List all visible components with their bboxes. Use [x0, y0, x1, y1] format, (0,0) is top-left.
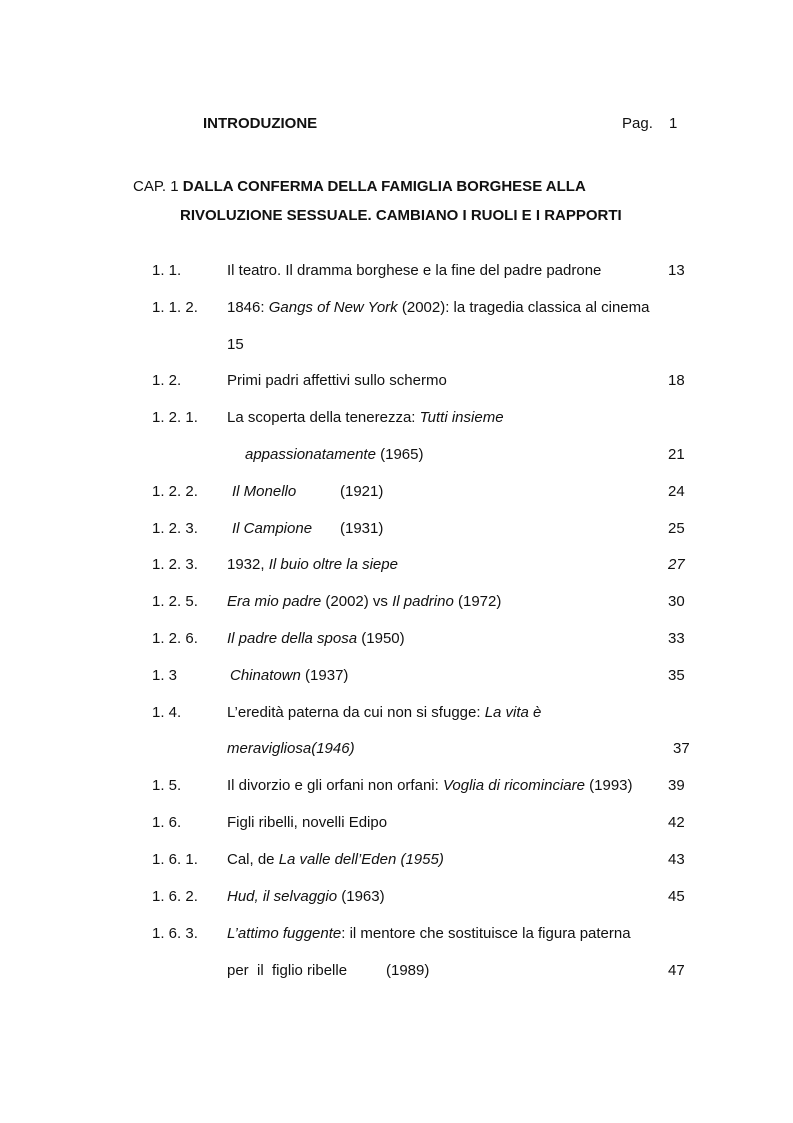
entry-page: 18 [668, 372, 685, 389]
entry-page: 33 [668, 630, 685, 647]
entry-film-title: Era mio padre [227, 593, 322, 610]
entry-film-title: Il padrino [392, 593, 454, 610]
entry-film-title: Hud, il selvaggio [227, 888, 338, 905]
entry-title [227, 299, 649, 317]
entry-number: 1. 6. 3. [152, 925, 198, 942]
entry-number: 1. 1. [152, 262, 182, 279]
entry-page: 42 [668, 814, 685, 831]
entry-film-title: Il padre della sposa [227, 630, 358, 647]
entry-film-title: Tutti insieme [419, 409, 504, 426]
entry-film-title: La vita è [484, 704, 542, 721]
entry-number: 1. 4. [152, 704, 182, 721]
entry-title-part: La scoperta della tenerezza: [227, 409, 420, 426]
chapter-label: CAP. 1 [133, 178, 179, 195]
intro-page-number: 1 [669, 115, 678, 132]
entry-title-part: (2002) vs [321, 593, 393, 610]
entry-number: 1. 3 [152, 667, 178, 684]
entry-film-title: Voglia di ricominciare [442, 777, 585, 794]
entry-page: 43 [668, 851, 685, 868]
entry-number: 1. 2. 3. [152, 520, 198, 537]
entry-title [230, 667, 348, 685]
entry-title-part: Il divorzio e gli orfani non orfani: [227, 777, 443, 794]
entry-number: 1. 2. 3. [152, 556, 198, 573]
entry-title-part: Cal, de [227, 851, 279, 868]
entry-title [227, 630, 405, 648]
entry-year: (1965) [375, 446, 424, 463]
entry-year: (1937) [300, 667, 349, 684]
entry-title-part: 1932, [227, 556, 269, 573]
entry-number: 1. 2. 2. [152, 483, 198, 500]
entry-title [227, 556, 398, 574]
entry-title-continued [245, 446, 423, 464]
entry-film-title: Il buio oltre la siepe [268, 556, 398, 573]
entry-year: (1993) [584, 777, 633, 794]
entry-page: 35 [668, 667, 685, 684]
entry-page: 47 [668, 962, 685, 979]
entry-number: 1. 1. 2. [152, 299, 198, 316]
entry-page: 13 [668, 262, 685, 279]
entry-title [227, 925, 631, 943]
entry-page: 30 [668, 593, 685, 610]
entry-page: 15 [227, 336, 244, 353]
intro-pag-label: Pag. [622, 115, 653, 132]
entry-number: 1. 6. 2. [152, 888, 198, 905]
entry-film-title: La valle dell’Eden (1955) [278, 851, 444, 868]
entry-year: (1921) [340, 483, 384, 500]
entry-title: Figli ribelli, novelli Edipo [227, 814, 388, 831]
entry-title [227, 409, 504, 427]
entry-number: 1. 2. [152, 372, 182, 389]
entry-number: 1. 2. 1. [152, 409, 198, 426]
entry-number: 1. 2. 5. [152, 593, 198, 610]
entry-number: 1. 6. [152, 814, 182, 831]
entry-film-title: Chinatown [230, 667, 301, 684]
chapter-heading [133, 178, 586, 196]
chapter-title-line-1: DALLA CONFERMA DELLA FAMIGLIA BORGHESE ALLA [182, 178, 586, 195]
entry-year: (1972) [453, 593, 502, 610]
entry-title-part: 1846: [227, 299, 269, 316]
entry-title [227, 851, 444, 869]
entry-film-title: Il Campione [232, 520, 313, 537]
entry-number: 1. 5. [152, 777, 182, 794]
entry-title [227, 593, 501, 611]
entry-title: Il teatro. Il dramma borghese e la fine del padre padrone [227, 262, 602, 279]
entry-film-title: Gangs of New York [268, 299, 398, 316]
entry-film-title: appassionatamente [245, 446, 376, 463]
entry-number: 1. 6. 1. [152, 851, 198, 868]
entry-page: 45 [668, 888, 685, 905]
entry-title-part: (2002): la tragedia classica al cinema [397, 299, 650, 316]
entry-number: 1. 2. 6. [152, 630, 198, 647]
entry-year: (1950) [357, 630, 405, 647]
entry-title-part: : il mentore che sostituisce la figura paterna [341, 925, 631, 942]
entry-title-continued: meravigliosa(1946) [227, 740, 355, 757]
entry-film-title: Il Monello [232, 483, 297, 500]
entry-page: 25 [668, 520, 685, 537]
entry-year: (1963) [337, 888, 385, 905]
entry-title [227, 777, 633, 795]
entry-title [227, 704, 541, 722]
entry-title-continued: per il figlio ribelle [227, 962, 348, 979]
entry-title: Primi padri affettivi sullo schermo [227, 372, 447, 389]
entry-title-part: L’eredità paterna da cui non si sfugge: [227, 704, 485, 721]
entry-page: 24 [668, 483, 685, 500]
entry-year: (1989) [386, 962, 430, 979]
entry-page: 37 [673, 740, 690, 757]
entry-year: (1931) [340, 520, 384, 537]
entry-page: 27 [668, 556, 685, 573]
entry-page: 39 [668, 777, 685, 794]
entry-page: 21 [668, 446, 685, 463]
entry-title [227, 888, 385, 906]
intro-title: INTRODUZIONE [203, 115, 318, 132]
entry-film-title: L’attimo fuggente [227, 925, 342, 942]
chapter-title-line-2: RIVOLUZIONE SESSUALE. CAMBIANO I RUOLI E I RAPPORTI [180, 207, 622, 224]
